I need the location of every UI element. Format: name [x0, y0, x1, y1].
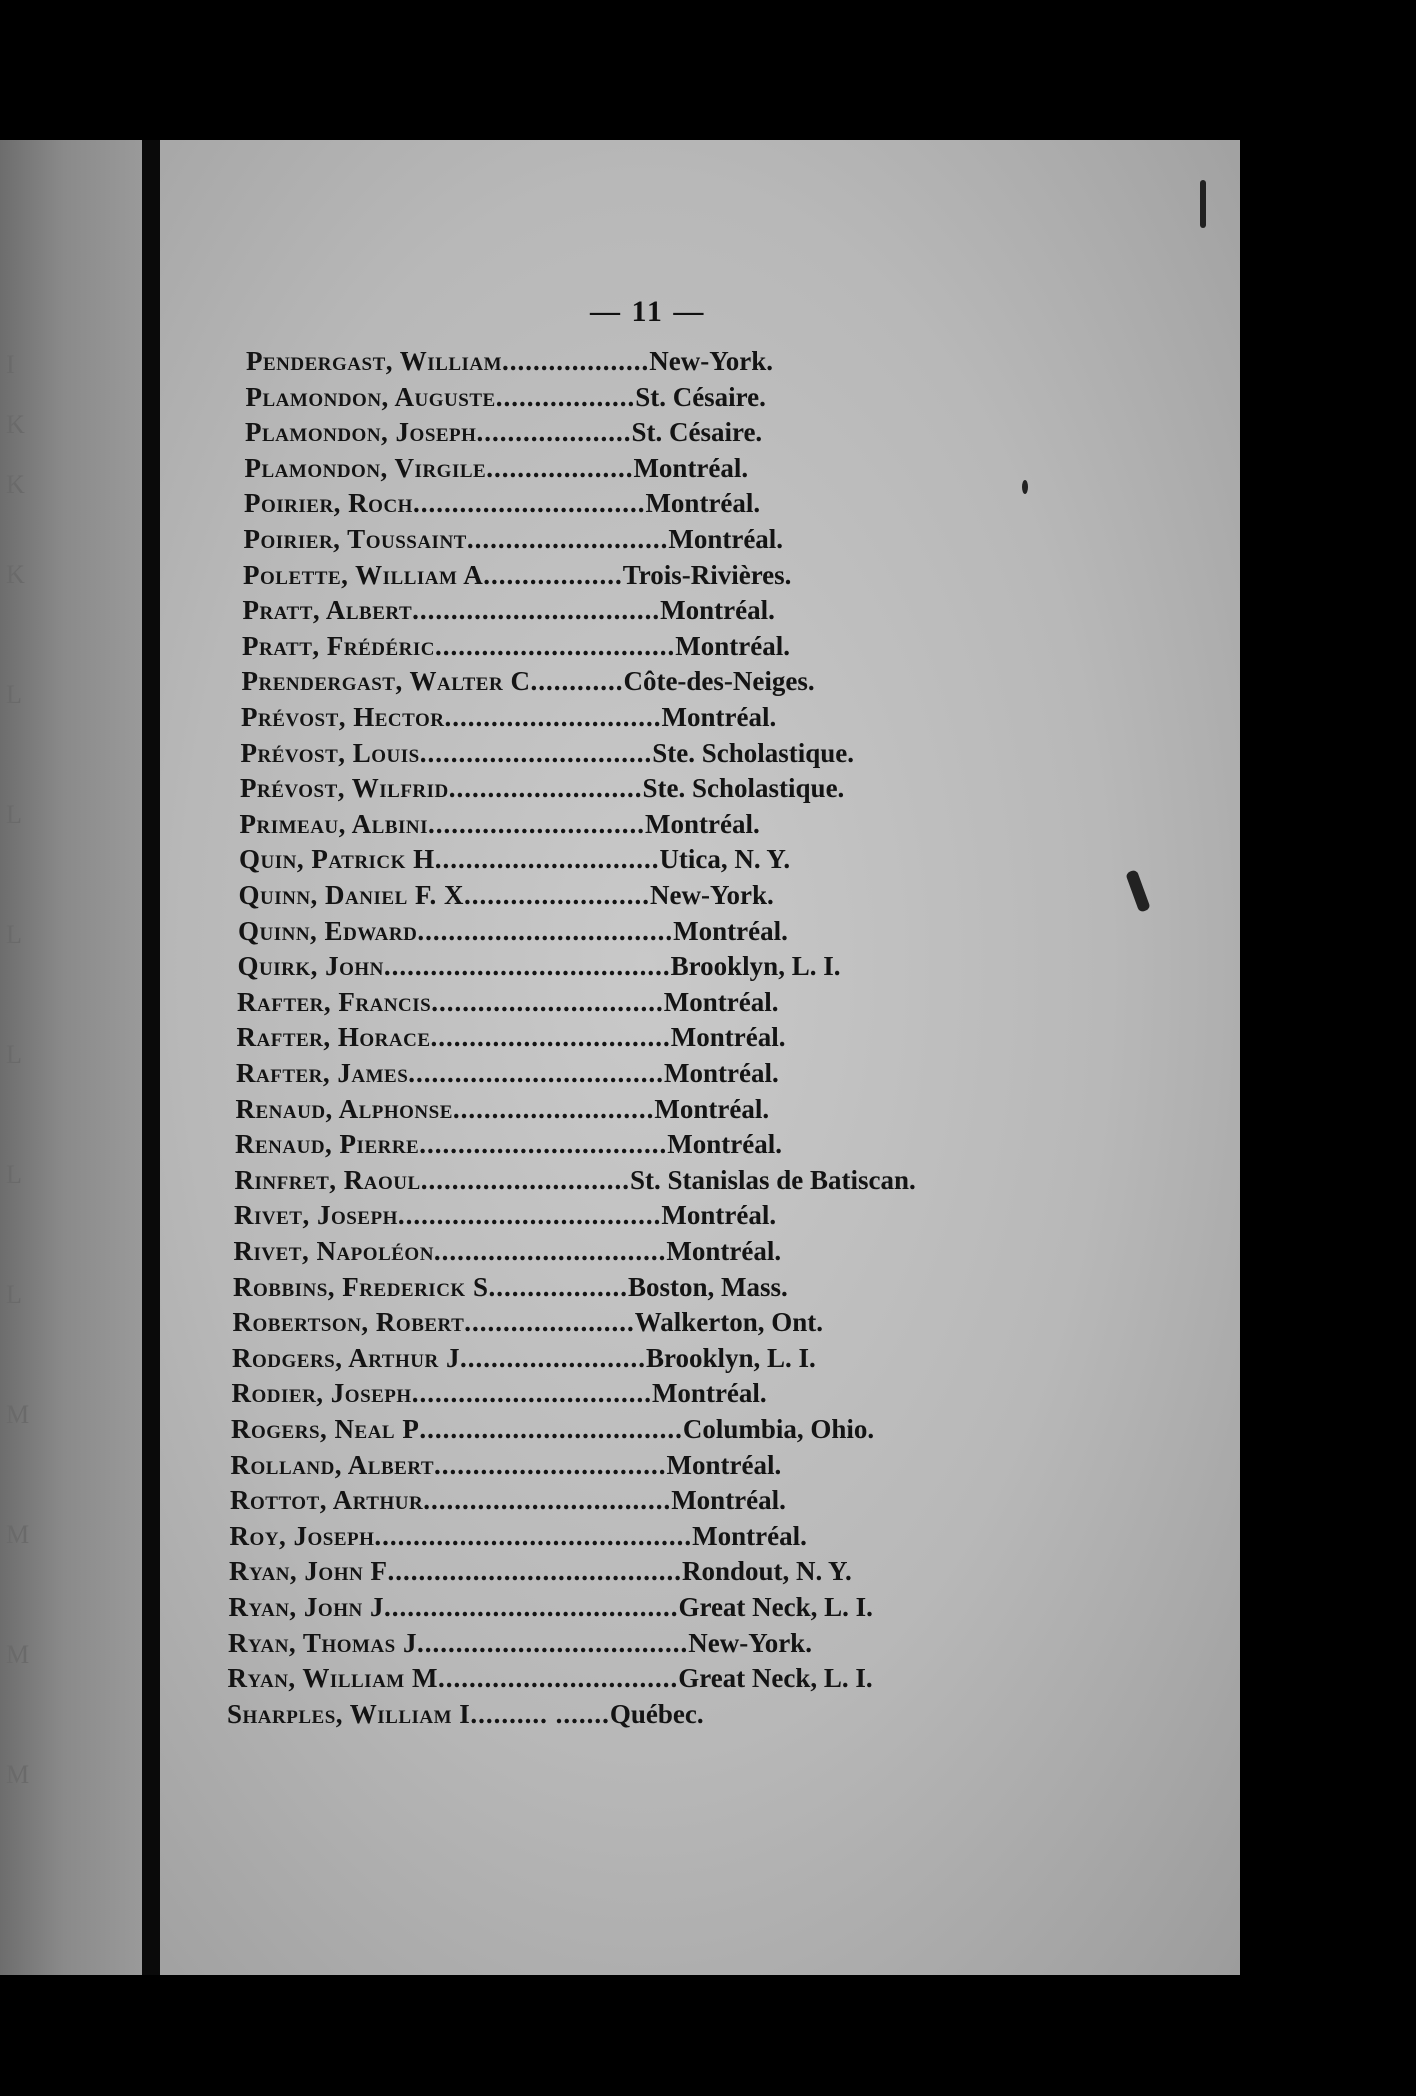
entry-name: Pendergast, William — [246, 346, 503, 376]
entry-name: Roy, Joseph — [229, 1520, 375, 1551]
entry-name: Rafter, James — [236, 1058, 409, 1088]
entry-name: Rottot, Arthur — [230, 1485, 424, 1516]
entry-place: Côte-des-Neiges. — [623, 666, 815, 697]
directory-entry — [237, 1021, 786, 1053]
faint-text: K — [6, 470, 27, 499]
directory-entry — [227, 1698, 704, 1730]
entry-place: Montréal. — [673, 915, 788, 946]
entry-place: Montréal. — [645, 488, 761, 519]
dot-leader: ................................. — [408, 1058, 665, 1088]
dot-leader: ..................................... — [383, 951, 671, 982]
dot-leader: .............................. — [431, 986, 664, 1017]
entry-name: Ryan, John J — [228, 1592, 384, 1622]
entry-name: Quin, Patrick H — [239, 844, 435, 875]
scan-mark — [1022, 480, 1028, 494]
entry-place: Montréal. — [675, 630, 790, 661]
directory-entry — [238, 915, 788, 947]
entry-place: Montréal. — [668, 524, 784, 554]
entry-place: Trois-Rivières. — [622, 559, 792, 590]
directory-entry — [239, 843, 790, 875]
dot-leader: ................... — [486, 452, 634, 483]
entry-name: Ryan, William M — [227, 1663, 438, 1694]
dot-leader: ............................... — [435, 630, 676, 661]
entry-name: Ryan, John F — [229, 1556, 388, 1587]
directory-entry — [242, 630, 790, 662]
dot-leader: ................................. — [417, 915, 674, 946]
entry-place: Montréal. — [645, 808, 760, 839]
entry-place: Walkerton, Ont. — [634, 1307, 824, 1338]
directory-entry — [239, 879, 774, 911]
directory-entry — [238, 950, 841, 982]
entry-place: Montréal. — [661, 702, 777, 732]
dot-leader: ................................ — [412, 595, 661, 626]
entry-place: St. Césaire. — [631, 417, 763, 448]
faint-text: M — [6, 1760, 32, 1789]
entry-name: Prendergast, Walter C — [241, 666, 531, 697]
faint-text: L — [6, 680, 24, 709]
entry-place: Montréal. — [664, 1058, 779, 1088]
entry-name: Plamondon, Joseph — [245, 417, 477, 448]
entry-name: Rivet, Napoléon — [233, 1236, 434, 1266]
directory-entry — [234, 1235, 782, 1267]
entry-place: Great Neck, L. I. — [678, 1592, 873, 1622]
dot-leader: ............................... — [437, 1663, 679, 1694]
dot-leader: ...................................... — [383, 1592, 679, 1622]
entry-place: Montréal. — [654, 1093, 770, 1124]
dot-leader: ............................. — [434, 844, 660, 875]
entry-place: Great Neck, L. I. — [678, 1663, 873, 1694]
faint-text: L — [6, 1280, 24, 1309]
dot-leader: .......................... — [466, 524, 669, 554]
directory-entry — [243, 559, 791, 591]
entry-name: Rafter, Horace — [236, 1022, 431, 1053]
dot-leader: ......................................... — [374, 1520, 693, 1551]
dot-leader: ............................... — [430, 1022, 671, 1053]
entry-place: Montréal. — [671, 1485, 786, 1516]
directory-entry — [231, 1413, 874, 1445]
dot-leader: .............................. — [412, 488, 646, 519]
facing-page-edge — [0, 140, 142, 1975]
directory-entry — [233, 1271, 788, 1303]
directory-entry — [245, 416, 762, 448]
dot-leader: ................................ — [419, 1129, 668, 1160]
directory-entry — [228, 1662, 873, 1694]
entry-place: Montréal. — [651, 1378, 767, 1409]
dot-leader: ......................... — [448, 773, 643, 804]
directory-entry — [236, 1093, 770, 1125]
entry-name: Renaud, Pierre — [235, 1129, 420, 1160]
dot-leader: ........................... — [420, 1164, 630, 1195]
entry-place: Brooklyn, L. I. — [645, 1342, 816, 1373]
entry-name: Poirier, Toussaint — [243, 524, 467, 554]
entry-name: Poirier, Roch — [244, 488, 413, 519]
dot-leader: ............................... — [411, 1378, 652, 1409]
entry-place: St. Césaire. — [635, 381, 766, 412]
entry-name: Quirk, John — [237, 951, 384, 982]
entry-place: New-York. — [650, 880, 774, 910]
dot-leader: ................................... — [416, 1627, 689, 1658]
directory-entry — [229, 1591, 873, 1623]
faint-text: K — [6, 560, 27, 589]
dot-leader: .................. — [488, 1271, 628, 1302]
entry-place: New-York. — [688, 1627, 812, 1658]
dot-leader: .................... — [476, 417, 632, 448]
entry-name: Renaud, Alphonse — [235, 1093, 453, 1124]
dot-leader: ................... — [502, 346, 650, 376]
entry-name: Primeau, Albini — [239, 808, 429, 839]
directory-entry — [232, 1377, 767, 1409]
entry-name: Quinn, Daniel F. X — [238, 880, 465, 910]
scan-mark — [1200, 180, 1206, 228]
entry-place: St. Stanislas de Batiscan. — [629, 1164, 916, 1195]
page-number: — 11 — — [590, 295, 706, 328]
entry-name: Rivet, Joseph — [234, 1200, 398, 1231]
directory-entry — [235, 1128, 782, 1160]
entry-name: Rolland, Albert — [230, 1449, 435, 1480]
faint-text: L — [6, 920, 24, 949]
entry-place: Brooklyn, L. I. — [670, 951, 841, 982]
entry-name: Ryan, Thomas J — [228, 1627, 417, 1658]
entry-place: Montréal. — [663, 986, 779, 1017]
entry-place: Montréal. — [670, 1022, 786, 1053]
dot-leader: ................................ — [423, 1485, 672, 1516]
faint-text: M — [6, 1400, 32, 1429]
entry-place: Montréal. — [633, 452, 749, 483]
entry-name: Prévost, Louis — [240, 737, 420, 768]
entry-name: Robertson, Robert — [232, 1307, 465, 1338]
dot-leader: ...................... — [464, 1307, 635, 1338]
entry-name: Rodgers, Arthur J — [232, 1342, 460, 1373]
directory-entry — [246, 345, 773, 377]
dot-leader: .......................... — [452, 1093, 655, 1124]
directory-entry — [235, 1164, 916, 1196]
directory-entry — [240, 808, 760, 840]
entry-name: Rodier, Joseph — [231, 1378, 412, 1409]
directory-entry — [246, 381, 766, 413]
entry-name: Quinn, Edward — [238, 915, 418, 946]
dot-leader: ........................ — [459, 1342, 646, 1373]
entry-name: Rinfret, Raoul — [234, 1164, 421, 1195]
directory-entry — [243, 594, 775, 626]
dot-leader: .................................. — [397, 1200, 662, 1231]
entry-name: Polette, William A — [243, 559, 484, 590]
directory-entry — [234, 1199, 776, 1231]
page-gutter — [142, 140, 160, 1975]
faint-text: K — [6, 410, 27, 439]
dot-leader: .............................. — [433, 1236, 667, 1266]
directory-entry — [237, 986, 778, 1018]
entry-place: Columbia, Ohio. — [682, 1414, 875, 1444]
entry-place: Montréal. — [661, 1200, 777, 1231]
directory-entry — [245, 452, 749, 484]
directory-list — [160, 140, 1240, 1975]
faint-text: I — [6, 350, 17, 379]
directory-entry — [230, 1484, 786, 1516]
dot-leader: .......... ....... — [470, 1698, 610, 1729]
entry-place: Québec. — [609, 1698, 704, 1729]
entry-place: Montréal. — [666, 1236, 782, 1266]
dot-leader: ...................................... — [387, 1556, 682, 1587]
entry-place: Ste. Scholastique. — [642, 773, 845, 804]
faint-text: M — [6, 1640, 32, 1669]
entry-name: Sharples, William I — [227, 1698, 471, 1729]
directory-entry — [236, 1057, 779, 1089]
dot-leader: .................................. — [419, 1414, 683, 1444]
entry-name: Pratt, Albert — [242, 595, 413, 626]
entry-place: Montréal. — [660, 595, 775, 626]
directory-entry — [230, 1520, 807, 1552]
entry-name: Rogers, Neal P — [231, 1414, 420, 1444]
directory-entry — [229, 1555, 852, 1587]
dot-leader: ........................ — [464, 880, 651, 910]
entry-place: New-York. — [649, 346, 774, 376]
faint-text: L — [6, 800, 24, 829]
entry-name: Robbins, Frederick S — [233, 1271, 489, 1302]
entry-name: Pratt, Frédéric — [242, 630, 435, 661]
dot-leader: .............................. — [419, 737, 653, 768]
entry-name: Plamondon, Virgile — [244, 452, 487, 483]
directory-entry — [241, 737, 855, 769]
entry-place: Ste. Scholastique. — [652, 737, 854, 768]
entry-place: Montréal. — [666, 1449, 782, 1480]
dot-leader: .................. — [495, 381, 636, 412]
entry-place: Utica, N. Y. — [659, 844, 791, 875]
faint-text: L — [6, 1040, 24, 1069]
entry-name: Rafter, Francis — [237, 986, 432, 1017]
directory-entry — [233, 1306, 824, 1338]
entry-place: Montréal. — [692, 1520, 807, 1551]
dot-leader: ............................ — [428, 808, 646, 839]
entry-name: Plamondon, Auguste — [245, 381, 496, 412]
directory-entry — [244, 523, 784, 555]
directory-entry — [231, 1449, 782, 1481]
directory-entry — [242, 665, 815, 697]
faint-text: M — [6, 1520, 32, 1549]
directory-entry — [244, 487, 760, 519]
entry-place: Rondout, N. Y. — [681, 1556, 852, 1587]
dot-leader: .................. — [483, 559, 623, 590]
directory-entry — [240, 772, 844, 804]
directory-entry — [241, 701, 776, 733]
entry-place: Montréal. — [667, 1129, 782, 1160]
entry-name: Prévost, Wilfrid — [240, 773, 449, 804]
entry-name: Prévost, Hector — [241, 702, 445, 732]
faint-text: L — [6, 1160, 24, 1189]
dot-leader: ............ — [530, 666, 624, 697]
directory-entry — [228, 1627, 812, 1659]
dot-leader: ............................ — [444, 702, 662, 732]
document-page — [160, 140, 1240, 1975]
dot-leader: .............................. — [434, 1449, 667, 1480]
entry-place: Boston, Mass. — [627, 1271, 788, 1302]
directory-entry — [232, 1342, 816, 1374]
